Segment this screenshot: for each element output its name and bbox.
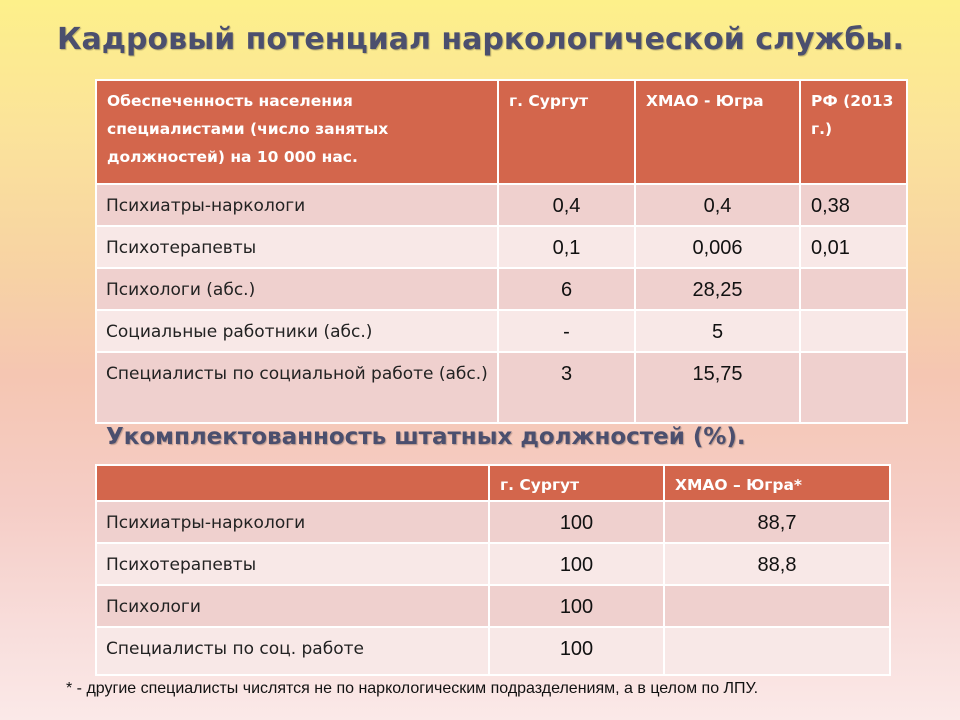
cell-khmao: 0,4 [635, 184, 800, 226]
cell-rf: 0,38 [800, 184, 907, 226]
cell-rf [800, 352, 907, 423]
row-label: Психологи [96, 585, 489, 627]
footnote: * - другие специалисты числятся не по наркологическим подразделениям, а в целом по ЛПУ. [66, 680, 759, 697]
table-row [96, 352, 907, 423]
section-subtitle: Укомплектованность штатных должностей (%). [106, 424, 746, 450]
table-row [96, 226, 907, 268]
row-label: Психотерапевты [96, 226, 498, 268]
table-row [96, 184, 907, 226]
cell-khmao [664, 627, 890, 675]
header-cell-khmao: ХМАО - Югра [635, 80, 800, 184]
cell-surgut: 0,1 [498, 226, 635, 268]
table-row [96, 585, 890, 627]
row-label: Психиатры-наркологи [96, 184, 498, 226]
staffing-provision-table [95, 79, 908, 424]
row-label: Психологи (абс.) [96, 268, 498, 310]
header-cell-rf: РФ (2013 г.) [800, 80, 907, 184]
cell-surgut: 100 [489, 501, 664, 543]
table-row [96, 501, 890, 543]
cell-khmao: 15,75 [635, 352, 800, 423]
row-label: Психотерапевты [96, 543, 489, 585]
cell-khmao: 88,8 [664, 543, 890, 585]
row-label: Социальные работники (абс.) [96, 310, 498, 352]
header-cell-khmao: ХМАО – Югра* [664, 465, 890, 501]
header-cell-indicator: Обеспеченность населения специалистами (число занятых должностей) на 10 000 нас. [96, 80, 498, 184]
table-row [96, 627, 890, 675]
table-header-row [96, 80, 907, 184]
cell-khmao [664, 585, 890, 627]
header-cell-surgut: г. Сургут [489, 465, 664, 501]
cell-rf [800, 310, 907, 352]
cell-surgut: 6 [498, 268, 635, 310]
cell-khmao: 88,7 [664, 501, 890, 543]
staffing-completeness-table [95, 464, 891, 676]
table-row [96, 543, 890, 585]
cell-surgut: 3 [498, 352, 635, 423]
table-row [96, 310, 907, 352]
header-cell-blank [96, 465, 489, 501]
cell-khmao: 0,006 [635, 226, 800, 268]
header-cell-surgut: г. Сургут [498, 80, 635, 184]
cell-surgut: 100 [489, 627, 664, 675]
cell-khmao: 28,25 [635, 268, 800, 310]
table-header-row [96, 465, 890, 501]
row-label: Специалисты по социальной работе (абс.) [96, 352, 498, 423]
cell-surgut: - [498, 310, 635, 352]
cell-khmao: 5 [635, 310, 800, 352]
slide-title: Кадровый потенциал наркологической службы. [57, 22, 904, 57]
cell-rf: 0,01 [800, 226, 907, 268]
cell-surgut: 100 [489, 585, 664, 627]
row-label: Специалисты по соц. работе [96, 627, 489, 675]
row-label: Психиатры-наркологи [96, 501, 489, 543]
table-row [96, 268, 907, 310]
cell-surgut: 100 [489, 543, 664, 585]
cell-rf [800, 268, 907, 310]
cell-surgut: 0,4 [498, 184, 635, 226]
